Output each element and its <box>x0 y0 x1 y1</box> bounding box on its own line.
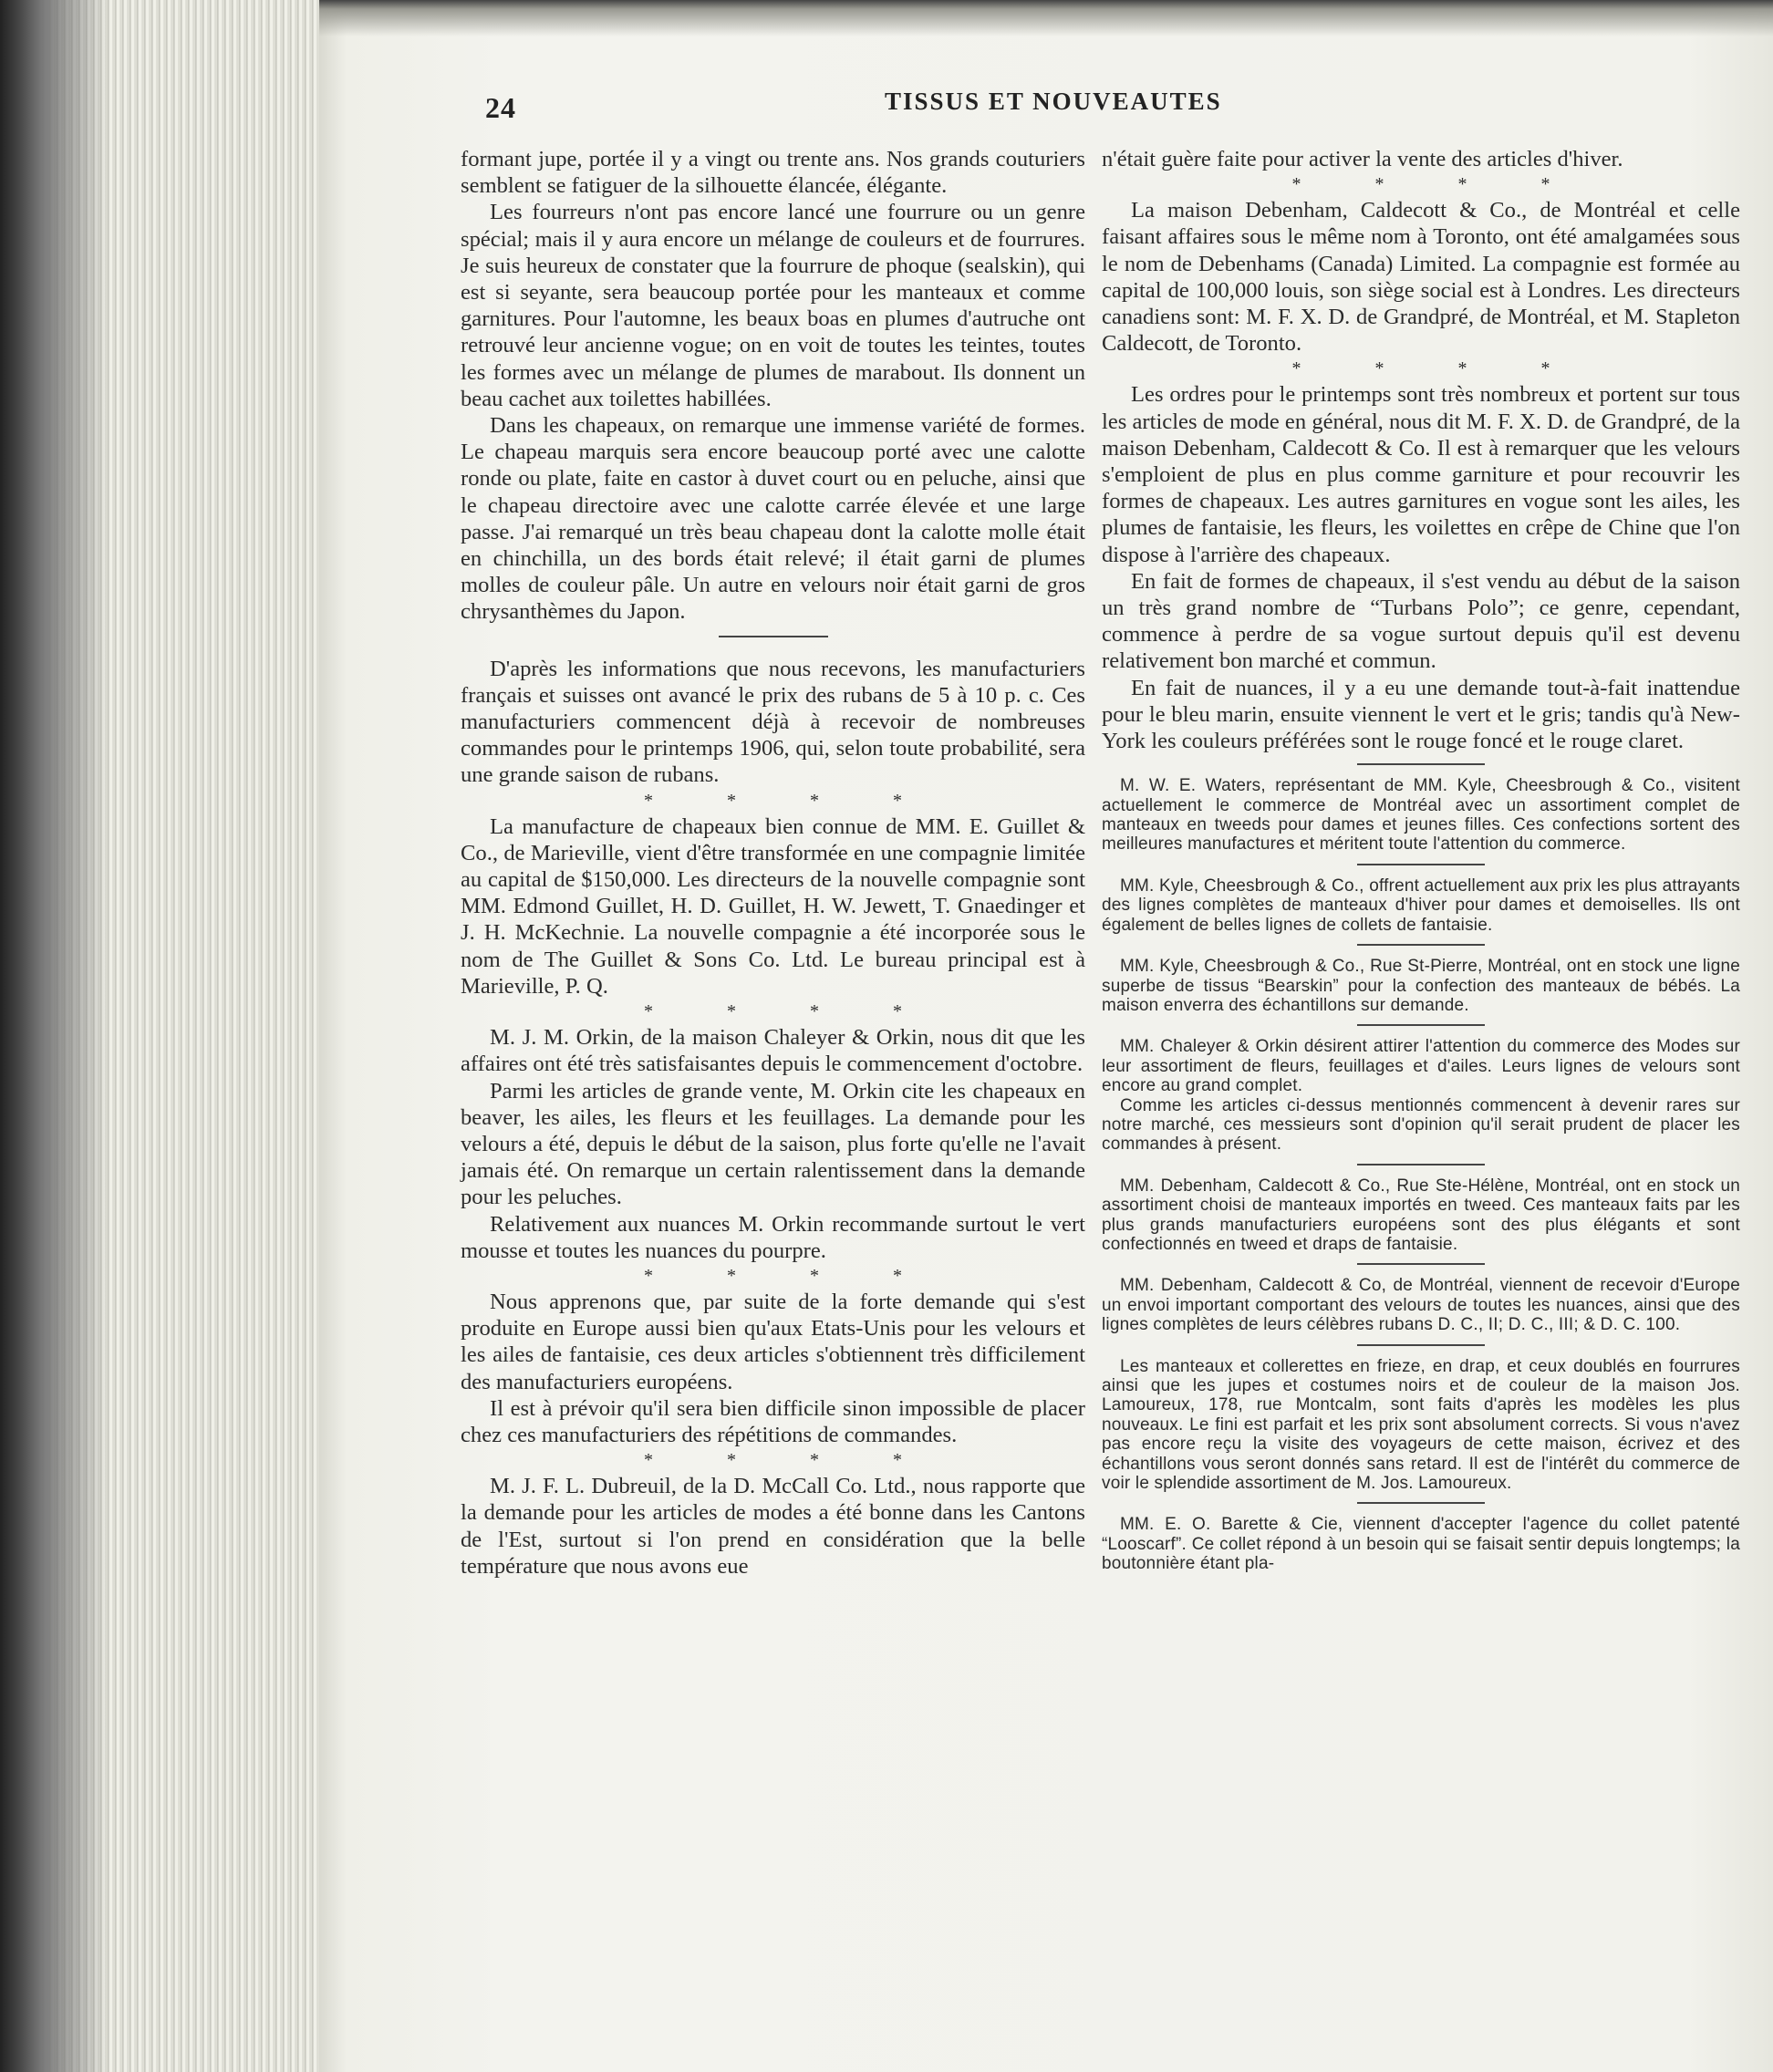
section-rule <box>1357 1502 1485 1504</box>
notice: M. W. E. Waters, représentant de MM. Kyle, Cheesbrough & Co., visitent actuellement le commerce de Montréal avec un assortiment complet de manteaux en tweeds pour dames et jeunes filles. Ces confections sortent des meilleures manufactures et méritent toute l'attention du commerce. <box>1102 776 1740 855</box>
notice: MM. Debenham, Caldecott & Co, de Montréal, viennent de recevoir d'Europe un envoi important comportant des velours de toutes les nuances, ainsi que des lignes complètes de leurs célèbres rubans D. C., II; D. C., III; & D. C. 100. <box>1102 1276 1740 1335</box>
paragraph: Les ordres pour le printemps sont très nombreux et portent sur tous les articles de mode en général, nous dit M. F. X. D. de Grandpré, de la maison Debenham, Caldecott & Co. Il est à remarquer que les velours s'emploient de plus en plus comme garniture et pour recouvrir les formes de chapeaux. Les autres garnitures en vogue sont les ailes, les plumes de fantaisie, les fleurs, les voilettes en crêpe de Chine que l'on dispose à l'arrière des chapeaux. <box>1102 382 1740 567</box>
notice: Les manteaux et collerettes en frieze, en drap, et ceux doublés en fourrures ainsi que les jupes et costumes noirs et de couleur de la maison Jos. Lamoureux, 178, rue Montcalm, sont faits d'après les modèles les plus nouveaux. Le fini est parfait et les prix sont absolument corrects. Si vous n'avez pas encore reçu la visite des voyageurs de cette maison, écrivez et des échantillons vous seront donnés sans retard. Il est de l'intérêt du commerce de voir le splendide assortiment de M. Jos. Lamoureux. <box>1102 1356 1740 1494</box>
notice: MM. Debenham, Caldecott & Co., Rue Ste-Hélène, Montréal, ont en stock un assortiment choisi de manteaux importés en tweed. Ces manteaux faits par les plus grands manufacturiers européens sont des plus élégants et sont confectionnés en tweed et draps de fantaisie. <box>1102 1176 1740 1254</box>
section-stars: * * * * <box>1291 358 1585 379</box>
paragraph: La maison Debenham, Caldecott & Co., de Montréal et celle faisant affaires sous le même nom à Toronto, ont été amalgamées sous le nom de Debenhams (Canada) Limited. La compagnie est formée au capital de 100,000 louis, son siège social est à Londres. Les directeurs canadiens sont: M. F. X. D. de Grandpré, de Montréal, et M. Stapleton Caldecott, de Toronto. <box>1102 198 1740 357</box>
notice: MM. Kyle, Cheesbrough & Co., Rue St-Pierre, Montréal, ont en stock une ligne superbe de tissus “Bearskin” pour la confection des manteaux de bébés. La maison enverra des échantillons sur demande. <box>1102 957 1740 1015</box>
paragraph: D'après les informations que nous recevons, les manufacturiers français et suisses ont avancé le prix des rubans de 5 à 10 p. c. Ces manufacturiers commencent déjà à recevoir de nombreuses commandes pour le printemps 1906, qui, selon toute probabilité, sera une grande saison de rubans. <box>461 656 1085 788</box>
section-rule <box>1357 1024 1485 1026</box>
notices-section <box>1102 763 1740 1573</box>
paragraph: M. J. F. L. Dubreuil, de la D. McCall Co. Ltd., nous rapporte que la demande pour les articles de modes a été bonne dans les Cantons de l'Est, surtout si l'on prend en considération que la belle température que nous avons eue <box>461 1474 1085 1579</box>
paragraph: Parmi les articles de grande vente, M. Orkin cite les chapeaux en beaver, les ailes, les fleurs et les feuillages. La demande pour les velours a été, depuis le début de la saison, plus forte qu'elle ne l'avait jamais été. On remarque un certain ralentissement dans la demande pour les peluches. <box>461 1078 1085 1210</box>
paragraph: En fait de nuances, il y a eu une demande tout-à-fait inattendue pour le bleu marin, ensuite viennent le vert et le gris; tandis qu'à New-York les couleurs préférées sont le rouge foncé et le rouge claret. <box>1102 675 1740 754</box>
notice: MM. Kyle, Cheesbrough & Co., offrent actuellement aux prix les plus attrayants des lignes complètes de manteaux d'hiver pour dames et demoiselles. Ils ont également de belles lignes de collets de fantaisie. <box>1102 875 1740 935</box>
section-rule <box>719 636 828 637</box>
left-column <box>461 146 1085 1580</box>
section-rule <box>1357 864 1485 865</box>
section-rule <box>1357 1164 1485 1166</box>
page-number: 24 <box>485 91 516 124</box>
paragraph: Nous apprenons que, par suite de la forte demande qui s'est produite en Europe aussi bien qu'aux Etats-Unis pour les velours et les ailes de fantaisie, ces deux articles s'obtiennent très difficilement des manufacturiers européens. <box>461 1289 1085 1394</box>
page-24 <box>319 0 1773 2072</box>
section-stars: * * * * <box>644 790 937 811</box>
section-rule <box>1357 944 1485 946</box>
paragraph: Il est à prévoir qu'il sera bien difficile sinon impossible de placer chez ces manufacturiers des répétitions de commandes. <box>461 1395 1085 1447</box>
section-rule <box>1357 1263 1485 1265</box>
paragraph: Les fourreurs n'ont pas encore lancé une fourrure ou un genre spécial; mais il y aura encore un mélange de couleurs et de fourrures. Je suis heureux de constater que la fourrure de phoque (sealskin), qui est si seyante, sera beaucoup portée pour les manteaux et comme garnitures. Pour l'automne, les beaux boas en plumes d'autruche ont retrouvé leur ancienne vogue; on en voit de toutes les teintes, toutes les formes avec un mélange de plumes de marabout. Ils donnent un beau cachet aux toilettes habillées. <box>461 200 1085 411</box>
notice: MM. E. O. Barette & Cie, viennent d'accepter l'agence du collet patenté “Looscarf”. Ce collet répond à un besoin qui se faisait sentir depuis longtemps; la boutonnière étant pla- <box>1102 1515 1740 1574</box>
notice: MM. Chaleyer & Orkin désirent attirer l'attention du commerce des Modes sur leur assortiment de fleurs, feuillages et d'ailes. Leurs lignes de velours sont encore au grand complet. <box>1102 1037 1740 1096</box>
running-head: TISSUS ET NOUVEAUTES <box>885 88 1222 115</box>
page-top-shadow <box>319 0 1773 36</box>
section-rule <box>1357 1344 1485 1346</box>
paragraph: Dans les chapeaux, on remarque une immense variété de formes. Le chapeau marquis sera encore beaucoup porté avec une calotte ronde ou plate, faite en castor à duvet court ou en peluche, ainsi que le chapeau directoire avec une calotte carrée élevée et une large passe. J'ai remarqué un très beau chapeau dont la calotte molle était en chinchilla, un des bords était relevé; il était garni de plumes molles de couleur pâle. Un autre en velours noir était garni de gros chrysanthèmes du Japon. <box>461 413 1085 625</box>
book-spine-shadow <box>0 0 109 2072</box>
section-stars: * * * * <box>644 1001 937 1022</box>
paragraph: La manufacture de chapeaux bien connue de MM. E. Guillet & Co., de Marieville, vient d'être transformée en une compagnie limitée au capital de $150,000. Les directeurs de la nouvelle compagnie sont MM. Edmond Guillet, H. D. Guillet, H. W. Jewett, T. Gnaedinger et J. H. McKechnie. La nouvelle compagnie a été incorporée sous le nom de The Guillet & Sons Co. Ltd. Le bureau principal est à Marieville, P. Q. <box>461 813 1085 999</box>
section-rule <box>1357 763 1485 765</box>
paragraph: formant jupe, portée il y a vingt ou trente ans. Nos grands couturiers semblent se fatiguer de la silhouette élancée, élégante. <box>461 147 1085 199</box>
paragraph: Relativement aux nuances M. Orkin recommande surtout le vert mousse et toutes les nuances du pourpre. <box>461 1211 1085 1263</box>
section-stars: * * * * <box>644 1450 937 1471</box>
section-stars: * * * * <box>1291 174 1585 195</box>
notice: Comme les articles ci-dessus mentionnés commencent à devenir rares sur notre marché, ces messieurs sont d'opinion qu'il serait prudent de placer les commandes à présent. <box>1102 1095 1740 1155</box>
paragraph: M. J. M. Orkin, de la maison Chaleyer & Orkin, nous dit que les affaires ont été très satisfaisantes depuis le commencement d'octobre. <box>461 1025 1085 1077</box>
right-column <box>1102 146 1740 1574</box>
paragraph: n'était guère faite pour activer la vente des articles d'hiver. <box>1102 147 1623 171</box>
paragraph: En fait de formes de chapeaux, il s'est vendu au début de la saison un très grand nombre de “Turbans Polo”; ce genre, cependant, commence à perdre de sa vogue surtout depuis qu'il est devenu relativement bon marché et commun. <box>1102 568 1740 674</box>
section-stars: * * * * <box>644 1265 937 1286</box>
